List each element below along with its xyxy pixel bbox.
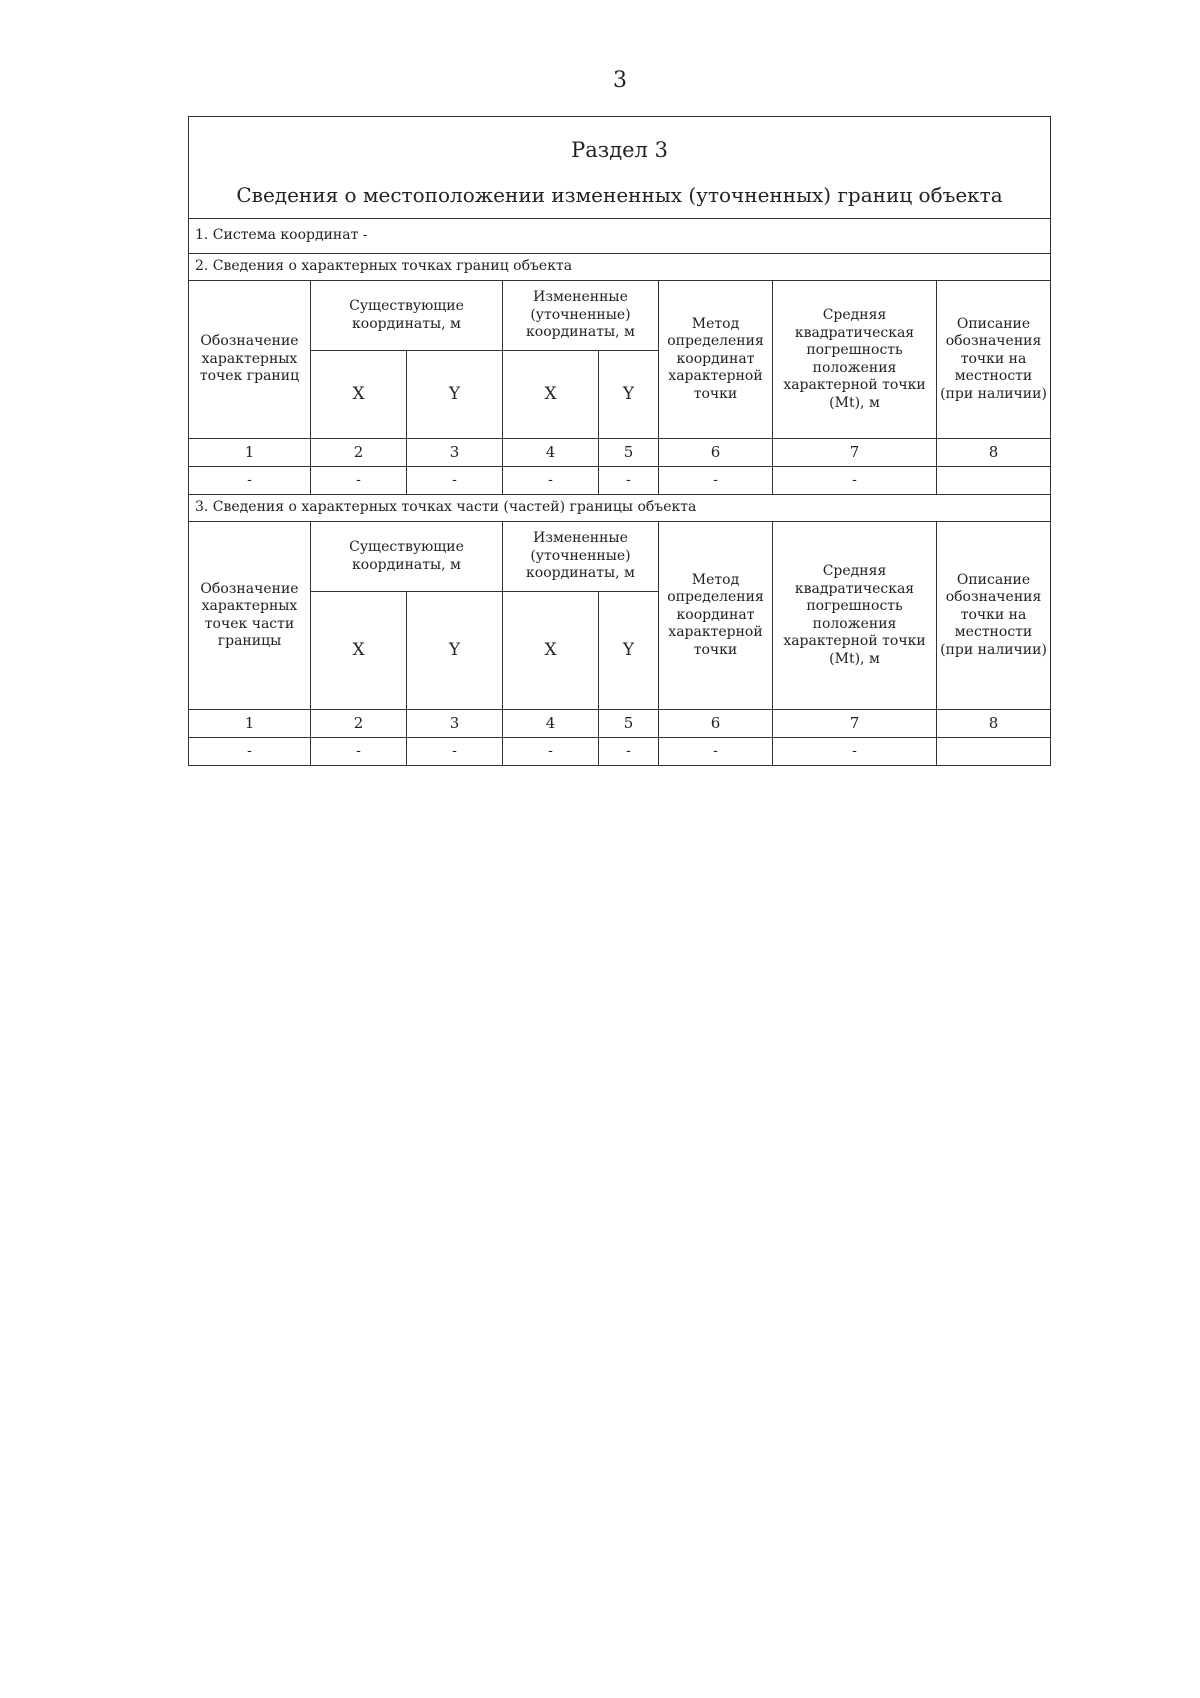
part3-num-cell: 2 [311, 710, 407, 738]
part3-num-cell: 8 [937, 710, 1051, 738]
part3-num-cell: 1 [189, 710, 311, 738]
part3-num-cell: 6 [659, 710, 773, 738]
part2-data-cell: - [599, 467, 659, 495]
part3-changed-x: X [503, 592, 599, 710]
part2-data-row [189, 467, 1051, 495]
part2-num-cell: 3 [407, 439, 503, 467]
part3-changed-y: Y [599, 592, 659, 710]
part2-data-cell: - [659, 467, 773, 495]
part3-existing-y: Y [407, 592, 503, 710]
part3-col-changed: Измененные (уточненные) координаты, м [503, 522, 659, 592]
part3-data-cell [937, 738, 1051, 766]
part2-col-designation: Обозначение характерных точек границ [189, 281, 311, 439]
part2-changed-y: Y [599, 351, 659, 439]
part3-num-cell: 5 [599, 710, 659, 738]
part2-num-cell: 6 [659, 439, 773, 467]
part2-num-cell: 4 [503, 439, 599, 467]
part2-existing-y: Y [407, 351, 503, 439]
part3-col-method: Метод определения координат характерной точки [659, 522, 773, 710]
part3-num-cell: 7 [773, 710, 937, 738]
part3-header-row-top [189, 522, 1051, 592]
part2-col-error: Средняя квадратическая погрешность положения характерной точки (Mt), м [773, 281, 937, 439]
part2-data-cell: - [311, 467, 407, 495]
part2-changed-x: X [503, 351, 599, 439]
part2-num-cell: 2 [311, 439, 407, 467]
part2-num-cell: 7 [773, 439, 937, 467]
part2-data-cell: - [189, 467, 311, 495]
part2-col-description: Описание обозначения точки на местности (при наличии) [937, 281, 1051, 439]
part3-existing-x: X [311, 592, 407, 710]
coordinate-system-cell: 1. Система координат - [189, 219, 1051, 254]
part2-data-cell [937, 467, 1051, 495]
part2-numbering-row [189, 439, 1051, 467]
part3-num-cell: 3 [407, 710, 503, 738]
part3-data-cell: - [189, 738, 311, 766]
part2-col-method: Метод определения координат характерной точки [659, 281, 773, 439]
part2-existing-x: X [311, 351, 407, 439]
part3-col-designation: Обозначение характерных точек части границы [189, 522, 311, 710]
part3-data-row [189, 738, 1051, 766]
section-subtitle: Сведения о местоположении измененных (уточненных) границ объекта [236, 183, 1003, 208]
part3-data-cell: - [599, 738, 659, 766]
part2-num-cell: 8 [937, 439, 1051, 467]
section-header-row [189, 117, 1051, 219]
part3-num-cell: 4 [503, 710, 599, 738]
part2-data-cell: - [503, 467, 599, 495]
section-title: Раздел 3 [571, 137, 668, 162]
part3-heading-row [189, 495, 1051, 522]
coordinate-system-row [189, 219, 1051, 254]
part3-data-cell: - [773, 738, 937, 766]
part3-data-cell: - [659, 738, 773, 766]
part3-data-cell: - [311, 738, 407, 766]
part2-num-cell: 5 [599, 439, 659, 467]
part2-heading: 2. Сведения о характерных точках границ объекта [189, 254, 1051, 281]
part3-col-existing: Существующие координаты, м [311, 522, 503, 592]
part2-header-row-top [189, 281, 1051, 351]
part2-num-cell: 1 [189, 439, 311, 467]
section-3-table [188, 116, 1051, 766]
part3-data-cell: - [407, 738, 503, 766]
part3-numbering-row [189, 710, 1051, 738]
page-number: 3 [613, 68, 627, 93]
part3-data-cell: - [503, 738, 599, 766]
part3-col-description: Описание обозначения точки на местности (при наличии) [937, 522, 1051, 710]
part3-heading: 3. Сведения о характерных точках части (частей) границы объекта [189, 495, 1051, 522]
part2-col-existing: Существующие координаты, м [311, 281, 503, 351]
part2-col-changed: Измененные (уточненные) координаты, м [503, 281, 659, 351]
section-header-cell [189, 117, 1051, 219]
part2-data-cell: - [773, 467, 937, 495]
part2-heading-row [189, 254, 1051, 281]
part3-col-error: Средняя квадратическая погрешность положения характерной точки (Mt), м [773, 522, 937, 710]
part2-data-cell: - [407, 467, 503, 495]
